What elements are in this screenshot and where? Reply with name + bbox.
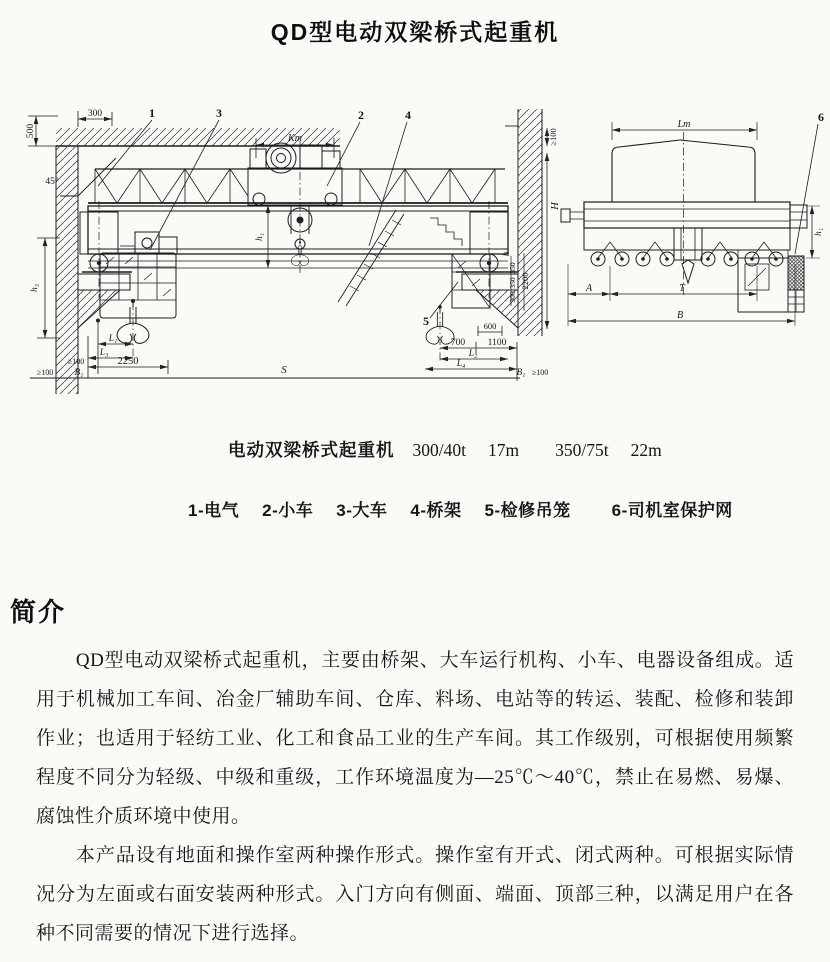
crane-technical-drawing bbox=[0, 91, 830, 403]
end-truck-left bbox=[78, 212, 132, 328]
dim-L4: L₄ bbox=[456, 359, 466, 369]
dim-Lt: Lт bbox=[677, 119, 691, 130]
callout-3: 3 bbox=[216, 106, 222, 120]
intro-paragraph-2: 本产品设有地面和操作室两种操作形式。操作室有开式、闭式两种。可根据实际情况分为左面或右面安装两种形式。入门方向有侧面、端面、顶部三种，以满足用户在各种不同需要的情况下进行选择。 bbox=[36, 845, 794, 944]
dim-2250: 2250 bbox=[117, 356, 139, 367]
dim-350-b: 350 bbox=[508, 277, 517, 289]
dim-T: T bbox=[679, 283, 685, 294]
dim-ge100-top: ≥100 bbox=[548, 128, 558, 146]
callout-leaders bbox=[98, 120, 458, 318]
dim-h-right: h bbox=[501, 251, 511, 257]
caption-spec-span-1: 17m bbox=[487, 440, 520, 460]
callout-6: 6 bbox=[818, 110, 824, 124]
dim-45deg: 45° bbox=[45, 177, 59, 187]
intro-body bbox=[0, 641, 830, 953]
dim-kt: Kт bbox=[288, 133, 302, 144]
dim-700: 700 bbox=[450, 338, 466, 348]
page-title: QD型电动双梁桥式起重机 bbox=[270, 19, 560, 45]
dim-B1-right: B₁ bbox=[516, 367, 526, 377]
dim-300-right: 300 bbox=[508, 291, 517, 303]
dim-B: B bbox=[676, 310, 684, 321]
dim-h1-left: h₁ bbox=[255, 232, 265, 242]
maintenance-cage bbox=[452, 254, 490, 308]
dim-1100: 1100 bbox=[487, 338, 507, 348]
aux-hook bbox=[426, 305, 454, 362]
dim-600: 600 bbox=[483, 321, 497, 331]
intro-paragraph-1: QD型电动双梁桥式起重机，主要由桥架、大车运行机构、小车、电器设备组成。适用于机械加工车间、冶金厂辅助车间、仓库、料场、电站等的转运、装配、检修和装卸作业；也适用于轻纺工业、化工和食品工业的生产车间。其工作级别，可根据使用频繁程度不同分为轻级、中级和重级，工作环境温度为—25℃～40℃，禁止在易燃、易爆、腐蚀性介质环境中使用。 bbox=[36, 650, 794, 827]
dim-2200: 2200 bbox=[520, 272, 530, 290]
dim-h1-right: h₁ bbox=[814, 227, 824, 237]
dim-ge100-box: ≥100 bbox=[67, 357, 85, 366]
dim-L1: L₁ bbox=[108, 334, 118, 344]
dim-H: H bbox=[550, 202, 561, 210]
callout-5: 5 bbox=[423, 314, 429, 328]
dim-h3: h₃ bbox=[30, 283, 40, 293]
dim-ge100-bottom-right: ≥100 bbox=[531, 368, 549, 377]
end-view bbox=[561, 122, 820, 326]
dim-300: 300 bbox=[87, 109, 103, 119]
end-view-cab bbox=[738, 250, 804, 312]
dim-L2: L₂ bbox=[468, 349, 478, 359]
main-hook bbox=[117, 299, 149, 360]
legend-item-2: 2-小车 bbox=[262, 501, 314, 520]
legend-item-1: 1-电气 bbox=[188, 501, 240, 520]
legend-item-6: 6-司机室保护网 bbox=[611, 501, 733, 520]
section-heading-intro: 简介 bbox=[10, 597, 67, 627]
dim-500: 500 bbox=[26, 123, 36, 139]
crane-drawing-svg bbox=[0, 91, 830, 403]
drivers-cab bbox=[100, 253, 176, 318]
legend-item-5: 5-检修吊笼 bbox=[484, 501, 571, 520]
callout-2: 2 bbox=[358, 108, 364, 122]
dim-ge100-bottom-left: ≥100 bbox=[36, 368, 54, 377]
figure-legend bbox=[188, 499, 830, 523]
end-view-hook-block bbox=[674, 228, 702, 283]
dim-B1-left: B₁ bbox=[74, 367, 84, 377]
legend-item-3: 3-大车 bbox=[336, 501, 388, 520]
end-view-dims bbox=[568, 124, 820, 326]
caption-spec-capacity-2: 350/75t bbox=[555, 440, 609, 460]
stairs bbox=[338, 210, 462, 306]
dim-S: S bbox=[281, 364, 287, 376]
callout-4: 4 bbox=[405, 108, 411, 122]
callout-1: 1 bbox=[149, 106, 155, 120]
legend-item-4: 4-桥架 bbox=[410, 501, 462, 520]
figure-caption bbox=[228, 437, 830, 463]
dim-L3: L₃ bbox=[99, 348, 109, 358]
travel-drive-mechanism bbox=[120, 232, 177, 254]
caption-spec-span-2: 22m bbox=[630, 440, 662, 460]
dim-350-a: 350 bbox=[508, 262, 517, 274]
caption-label: 电动双梁桥式起重机 bbox=[228, 440, 395, 460]
caption-spec-capacity-1: 300/40t bbox=[412, 440, 466, 460]
dim-A: A bbox=[585, 283, 593, 294]
